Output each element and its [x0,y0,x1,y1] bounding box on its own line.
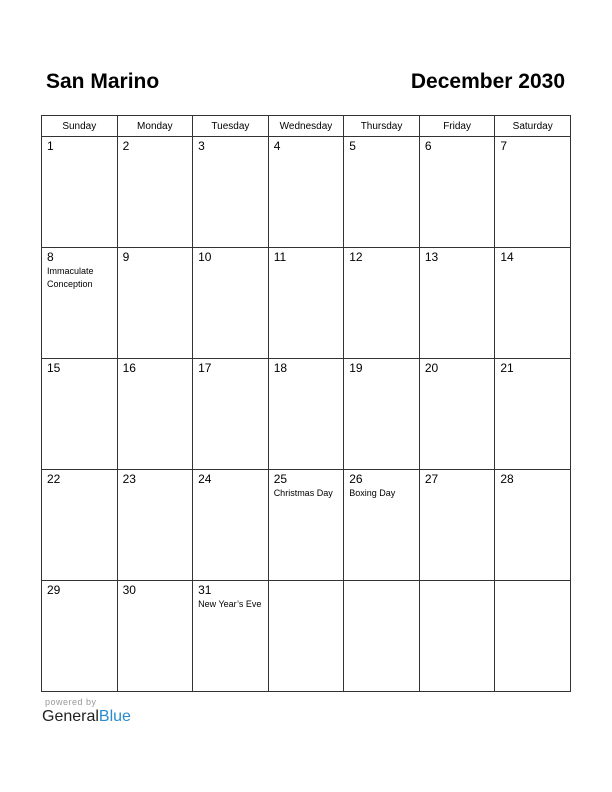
country-title: San Marino [46,70,160,93]
weekday-tuesday: Tuesday [193,116,269,137]
day-number: 11 [273,250,287,264]
month-year-title: December 2030 [410,70,565,93]
holiday-label: New Year’s Eve [198,599,262,609]
day-cell [419,359,495,470]
weekday-monday: Monday [117,116,193,137]
logo-blue-text: Blue [98,708,131,725]
day-cell [117,470,193,581]
day-cell [268,137,344,248]
day-number [495,581,570,584]
weekday-saturday: Saturday [495,116,571,137]
day-cell [344,359,420,470]
week-row [42,581,571,692]
weekday-friday: Friday [419,116,495,137]
day-number [420,581,495,584]
day-number: 19 [349,361,363,375]
day-number: 9 [122,250,130,264]
day-number [344,581,419,584]
day-number: 30 [122,583,136,597]
day-cell [268,248,344,359]
day-cell [495,248,571,359]
logo-general-text: General [42,708,99,725]
day-cell [495,359,571,470]
day-cell [42,248,118,359]
day-cell [344,581,420,692]
day-cell [419,137,495,248]
day-cell [419,581,495,692]
day-cell [268,470,344,581]
day-cell [193,581,269,692]
day-cell [117,359,193,470]
day-cell [193,248,269,359]
week-row [42,470,571,581]
day-number: 16 [122,361,136,375]
day-cell [268,359,344,470]
day-cell [495,470,571,581]
day-number [269,581,344,584]
day-cell [495,137,571,248]
weekday-wednesday: Wednesday [268,116,344,137]
weekday-thursday: Thursday [344,116,420,137]
day-number: 2 [122,139,130,153]
day-number: 25 [273,472,288,486]
day-number: 13 [424,250,439,264]
day-cell [117,581,193,692]
generalblue-logo [42,708,131,726]
day-cell [117,137,193,248]
day-cell [193,359,269,470]
day-number: 31 [198,583,212,597]
day-cell [42,470,118,581]
day-cell [344,470,420,581]
day-number: 14 [500,250,514,264]
day-number: 17 [198,361,212,375]
calendar-grid [41,115,571,692]
day-number: 22 [47,472,61,486]
day-cell [495,581,571,692]
day-cell [42,359,118,470]
day-number: 24 [198,472,212,486]
day-number: 28 [500,472,514,486]
day-number: 12 [349,250,363,264]
day-number: 8 [47,250,54,264]
day-cell [344,248,420,359]
week-row [42,248,571,359]
day-cell [42,137,118,248]
day-number: 29 [47,583,61,597]
day-number: 3 [198,139,205,153]
day-number: 18 [273,361,288,375]
weekday-sunday: Sunday [42,116,118,137]
day-number: 1 [47,139,54,153]
day-cell [268,581,344,692]
day-cell [117,248,193,359]
day-number: 7 [500,139,508,153]
day-cell [42,581,118,692]
day-number: 10 [198,250,212,264]
holiday-label: Boxing Day [349,488,396,498]
day-number: 20 [424,361,439,375]
day-number: 23 [122,472,136,486]
weekday-header-row [42,116,571,137]
holiday-label: Immaculate Conception [47,266,94,289]
day-cell [419,470,495,581]
footer-branding [42,697,131,726]
day-number: 21 [500,361,514,375]
day-number: 15 [47,361,61,375]
day-cell [193,470,269,581]
day-number: 4 [273,139,281,153]
day-cell [193,137,269,248]
day-cell [344,137,420,248]
powered-by-text: powered by [45,697,97,707]
week-row [42,359,571,470]
day-number: 27 [424,472,439,486]
day-number: 5 [349,139,356,153]
day-number: 6 [424,139,432,153]
day-cell [419,248,495,359]
week-row [42,137,571,248]
holiday-label: Christmas Day [273,488,333,498]
day-number: 26 [349,472,363,486]
